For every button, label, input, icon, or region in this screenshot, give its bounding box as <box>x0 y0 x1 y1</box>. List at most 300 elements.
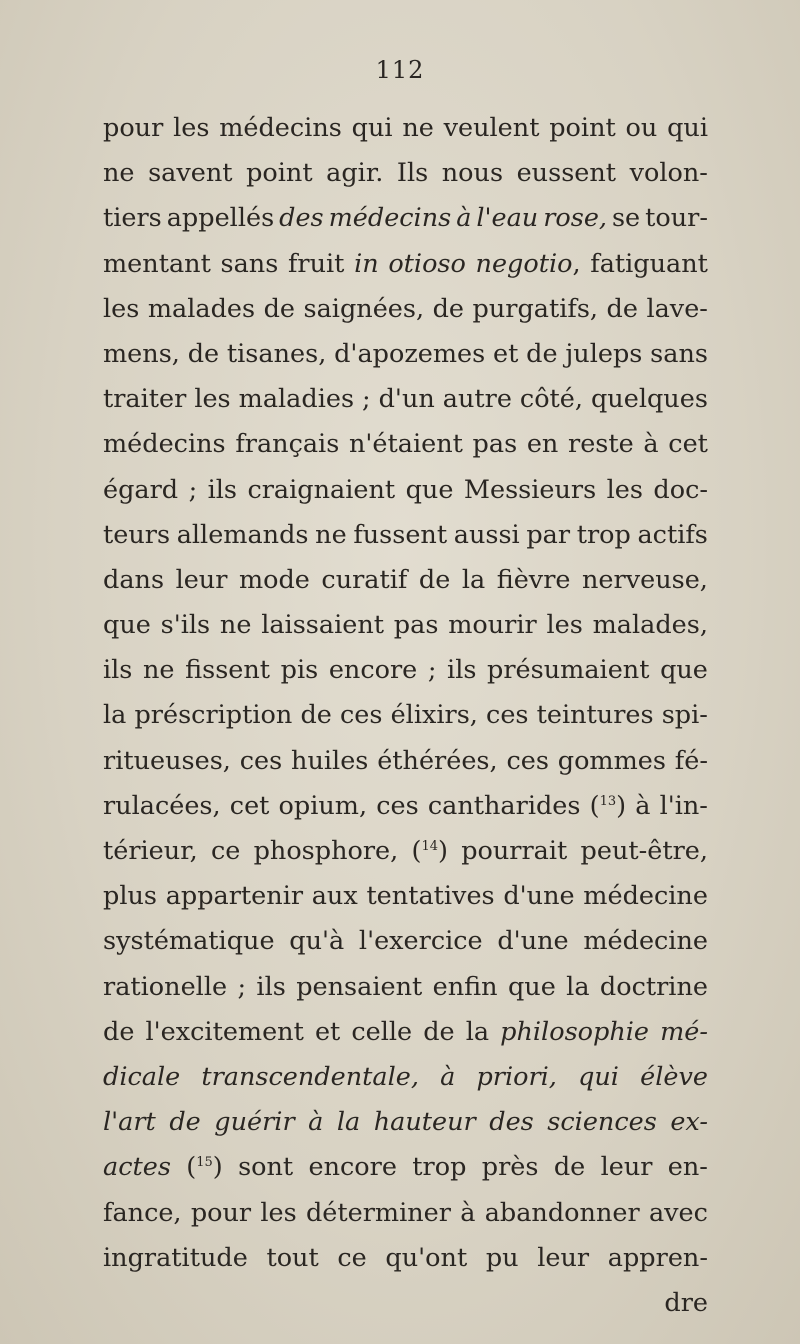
word <box>637 513 707 558</box>
word <box>239 558 310 603</box>
roman-text: médecine <box>583 881 708 912</box>
word <box>337 1100 360 1145</box>
roman-text: ne <box>402 113 434 143</box>
word <box>376 784 418 829</box>
roman-text: ils <box>256 971 286 1002</box>
word <box>554 1145 585 1190</box>
word <box>578 1055 619 1100</box>
word <box>176 558 228 603</box>
word <box>340 693 382 738</box>
word <box>103 287 139 332</box>
word <box>103 693 126 738</box>
roman-text: que <box>660 655 708 686</box>
word <box>447 648 476 693</box>
word <box>201 1055 419 1100</box>
word <box>146 1010 304 1055</box>
word <box>402 106 434 151</box>
roman-text: tout <box>266 1242 319 1273</box>
word <box>406 468 454 513</box>
roman-text: ; <box>188 474 198 505</box>
body-text <box>103 106 708 1326</box>
roman-text: ; <box>237 971 247 1002</box>
text-line <box>103 919 708 964</box>
roman-text: fé- <box>674 745 708 776</box>
word <box>238 1145 293 1190</box>
roman-text: rationelle <box>103 971 228 1002</box>
text-line <box>103 829 708 874</box>
word <box>264 287 295 332</box>
word <box>527 422 559 467</box>
italic-text: philosophie <box>500 1016 649 1047</box>
word <box>667 106 708 151</box>
roman-text: nerveuse, <box>582 564 708 595</box>
roman-text: ils <box>103 655 133 686</box>
roman-text: ritueuses, <box>103 745 231 776</box>
roman-text: de <box>423 1016 455 1047</box>
word <box>497 919 568 964</box>
roman-text: fissent <box>185 655 271 686</box>
word <box>103 1236 248 1281</box>
word <box>103 829 198 874</box>
roman-text: cet <box>229 790 270 821</box>
roman-text: les <box>194 384 231 415</box>
footnote-ref: 15 <box>196 1155 213 1171</box>
roman-text: doctrine <box>599 971 708 1002</box>
roman-text: médecins <box>219 113 342 143</box>
word <box>359 919 483 964</box>
word <box>103 1100 156 1145</box>
word <box>237 965 246 1010</box>
roman-text: qu'à <box>289 926 345 957</box>
word <box>640 1055 708 1100</box>
word <box>326 151 383 196</box>
word <box>230 784 270 829</box>
text-line <box>103 242 708 287</box>
word <box>630 151 708 196</box>
italic-text: in <box>354 248 379 279</box>
word <box>385 1236 467 1281</box>
word <box>312 874 358 919</box>
footnote-ref: 13 <box>599 793 617 809</box>
word <box>352 106 393 151</box>
roman-text: maladies <box>238 384 355 415</box>
word <box>173 106 209 151</box>
word <box>103 468 178 513</box>
roman-text: élixirs, <box>390 700 478 731</box>
roman-text: mourir <box>448 610 537 641</box>
word <box>487 648 649 693</box>
roman-text: la <box>465 1016 490 1047</box>
roman-text: huiles <box>291 745 369 776</box>
word <box>296 965 422 1010</box>
italic-text: médecins <box>328 203 452 234</box>
roman-text: actifs <box>637 519 708 550</box>
text-line <box>103 1236 708 1281</box>
word <box>220 242 278 287</box>
roman-text: nous <box>441 158 504 189</box>
word <box>166 874 303 919</box>
italic-text: l'eau <box>476 203 539 234</box>
word <box>581 829 708 874</box>
word <box>103 196 162 241</box>
word <box>583 919 708 964</box>
word <box>646 287 707 332</box>
word <box>412 829 448 874</box>
word <box>379 377 435 422</box>
roman-text: fièvre <box>496 564 571 595</box>
word <box>476 1055 556 1100</box>
italic-text: l'art <box>103 1107 156 1138</box>
word <box>315 513 347 558</box>
roman-text: l'in- <box>659 790 708 821</box>
roman-text: doc- <box>653 474 708 505</box>
roman-text: reste <box>568 429 634 460</box>
word <box>103 332 180 377</box>
word <box>194 377 230 422</box>
roman-text: dre <box>664 1287 708 1318</box>
roman-text: de <box>553 1152 586 1183</box>
italic-text: priori, <box>476 1061 557 1092</box>
roman-text: les <box>606 474 643 505</box>
roman-text: ne <box>143 655 175 686</box>
roman-text: qui <box>667 113 708 143</box>
word <box>486 1236 519 1281</box>
roman-text: éthérées, <box>377 745 498 776</box>
word <box>188 332 219 377</box>
word <box>601 1145 653 1190</box>
word <box>635 784 650 829</box>
word <box>591 377 708 422</box>
roman-text: appartenir <box>165 881 304 912</box>
word <box>456 196 471 241</box>
word <box>103 558 164 603</box>
word <box>660 784 708 829</box>
roman-text: la <box>103 700 127 731</box>
roman-text: teurs <box>103 519 171 550</box>
roman-text: systématique <box>103 926 275 957</box>
word <box>600 965 708 1010</box>
word <box>254 829 399 874</box>
roman-text: médecins <box>103 429 226 460</box>
word <box>240 739 282 784</box>
roman-text: malades, <box>592 610 708 641</box>
roman-text: encore <box>308 1152 397 1183</box>
word <box>308 1100 323 1145</box>
roman-text: leur <box>600 1152 653 1183</box>
roman-text: quelques <box>590 384 708 415</box>
word <box>219 106 342 151</box>
roman-text: près <box>481 1152 539 1183</box>
word <box>582 558 708 603</box>
roman-text: aussi <box>453 519 520 550</box>
text-line <box>103 784 708 829</box>
word <box>279 784 368 829</box>
word <box>161 603 211 648</box>
italic-text: ex- <box>670 1107 708 1138</box>
word <box>397 151 428 196</box>
roman-text: les <box>260 1197 297 1228</box>
word <box>227 332 326 377</box>
italic-text: élève <box>640 1061 708 1092</box>
roman-text: plus <box>103 881 157 912</box>
roman-text: purgatifs, <box>472 293 599 324</box>
text-line <box>103 1100 708 1145</box>
roman-text: leur <box>537 1242 590 1273</box>
roman-text: que <box>405 474 454 505</box>
roman-text: ) <box>438 836 448 866</box>
text-line <box>103 287 708 332</box>
roman-text: que <box>103 610 151 641</box>
roman-text: sans <box>220 248 279 279</box>
word <box>315 1010 340 1055</box>
word <box>103 1010 134 1055</box>
roman-text: ne <box>219 610 252 641</box>
italic-text: qui <box>578 1061 619 1092</box>
roman-text: à <box>635 790 651 821</box>
roman-text: à <box>643 429 659 460</box>
roman-text: se <box>611 203 641 234</box>
roman-text: d'une <box>503 881 575 912</box>
roman-text: ; <box>362 384 371 415</box>
word <box>670 1100 708 1145</box>
roman-text: peut-être, <box>580 836 708 866</box>
word <box>444 106 540 151</box>
word <box>103 151 135 196</box>
word <box>103 648 132 693</box>
word <box>103 739 231 784</box>
roman-text: de <box>263 293 296 324</box>
word <box>354 242 379 287</box>
word <box>660 648 708 693</box>
roman-text: médecine <box>583 926 708 957</box>
roman-text: enfin <box>432 971 498 1002</box>
text-line <box>103 1191 708 1236</box>
word <box>493 332 518 377</box>
text-line <box>103 693 708 738</box>
roman-text: ingratitude <box>103 1242 248 1273</box>
roman-text: eussent <box>516 158 617 189</box>
footnote-ref: 14 <box>421 839 438 854</box>
word <box>566 965 589 1010</box>
roman-text: ) <box>212 1152 223 1183</box>
roman-text: point <box>549 113 616 143</box>
word <box>103 242 211 287</box>
roman-text: sont <box>238 1152 294 1183</box>
roman-text: savent <box>148 158 233 189</box>
word <box>353 513 447 558</box>
word <box>103 965 227 1010</box>
word <box>568 422 634 467</box>
word <box>549 106 616 151</box>
word <box>103 874 157 919</box>
word <box>374 1100 476 1145</box>
roman-text: de <box>432 293 465 324</box>
roman-text: rulacées, <box>103 790 221 821</box>
italic-text: sciences <box>547 1107 657 1138</box>
word <box>103 603 151 648</box>
italic-text: des <box>279 203 324 234</box>
text-line <box>103 603 708 648</box>
word <box>547 1100 657 1145</box>
word <box>321 558 407 603</box>
word <box>266 1236 318 1281</box>
roman-text: laissaient <box>261 610 385 641</box>
roman-text: déterminer <box>305 1197 451 1228</box>
roman-text: de <box>103 1016 135 1047</box>
word <box>134 693 292 738</box>
roman-text: ils <box>447 655 477 686</box>
word <box>428 648 437 693</box>
word <box>506 739 548 784</box>
italic-text: otioso <box>388 248 466 279</box>
word <box>653 468 708 513</box>
roman-text: autre <box>442 384 512 415</box>
text-line <box>103 106 708 151</box>
word <box>103 919 275 964</box>
roman-text: d'un <box>378 384 435 415</box>
word <box>650 332 708 377</box>
roman-text: ( <box>589 790 600 821</box>
roman-text: ils <box>207 474 238 505</box>
roman-text: de <box>606 293 638 324</box>
word <box>388 242 466 287</box>
italic-text: hauteur <box>373 1107 476 1138</box>
italic-text: des <box>489 1107 534 1138</box>
word <box>334 332 485 377</box>
word <box>103 513 170 558</box>
roman-text: fatiguant <box>590 248 708 279</box>
roman-text: tentatives <box>366 881 495 912</box>
roman-text: les <box>173 113 210 143</box>
roman-text: ne <box>103 158 135 189</box>
word <box>649 1191 708 1236</box>
word <box>391 693 478 738</box>
italic-text: actes <box>103 1152 171 1183</box>
roman-text: encore <box>328 655 418 686</box>
roman-text: tour- <box>645 203 708 234</box>
word <box>668 1145 708 1190</box>
roman-text: ces <box>486 700 529 731</box>
roman-text: ( <box>186 1152 197 1183</box>
roman-text: cet <box>668 429 708 460</box>
word <box>593 603 708 648</box>
roman-text: s'ils <box>160 610 211 641</box>
roman-text: pu <box>485 1242 519 1273</box>
roman-text: pour <box>190 1197 252 1228</box>
roman-text: mode <box>238 564 310 595</box>
word <box>103 1145 171 1190</box>
word <box>279 196 324 241</box>
roman-text: ou <box>625 113 658 143</box>
roman-text: l'exercice <box>358 926 483 957</box>
word <box>503 874 574 919</box>
roman-text: n'étaient <box>348 429 463 460</box>
word <box>235 422 339 467</box>
word <box>103 106 163 151</box>
word <box>377 739 497 784</box>
roman-text: trop <box>576 519 631 550</box>
word <box>306 1191 451 1236</box>
word <box>662 693 708 738</box>
roman-text: en- <box>667 1152 708 1183</box>
roman-text: et <box>314 1016 341 1047</box>
word <box>607 468 643 513</box>
roman-text: traiter <box>103 384 187 415</box>
italic-text: transcendentale, <box>201 1061 419 1092</box>
roman-text: mens, <box>103 338 180 369</box>
italic-text: à <box>308 1107 324 1138</box>
roman-text: lave- <box>646 293 708 324</box>
roman-text: préscription <box>134 700 293 731</box>
word <box>103 377 186 422</box>
word <box>143 648 175 693</box>
page-number: 112 <box>375 56 425 84</box>
roman-text: volon- <box>629 158 708 189</box>
roman-text: ; <box>427 655 437 686</box>
text-line <box>103 874 708 919</box>
word <box>433 287 464 332</box>
word <box>583 874 708 919</box>
roman-text: tiers <box>103 203 162 234</box>
roman-text: égard <box>103 474 179 505</box>
word <box>148 287 255 332</box>
word <box>476 242 581 287</box>
word <box>261 603 384 648</box>
word <box>214 1100 294 1145</box>
roman-text: la <box>461 564 486 595</box>
word <box>660 1010 708 1055</box>
word <box>291 739 368 784</box>
word <box>304 287 425 332</box>
word <box>239 377 354 422</box>
roman-text: qui <box>351 113 393 143</box>
word <box>577 513 631 558</box>
text-line <box>103 196 708 241</box>
roman-text: pourrait <box>461 836 568 866</box>
word <box>211 829 240 874</box>
italic-text: dicale <box>103 1061 181 1092</box>
word <box>309 1145 397 1190</box>
word <box>260 1191 296 1236</box>
word <box>329 648 417 693</box>
word <box>500 1010 649 1055</box>
roman-text: fruit <box>287 248 345 279</box>
italic-text: negotio <box>475 248 573 279</box>
roman-text: qu'ont <box>385 1242 468 1273</box>
word <box>185 648 270 693</box>
roman-text: l'excitement <box>145 1016 304 1047</box>
roman-text: pas <box>472 429 518 460</box>
text-line <box>103 965 708 1010</box>
word <box>208 468 237 513</box>
word <box>462 558 485 603</box>
word <box>337 1236 366 1281</box>
word <box>186 1145 222 1190</box>
text-line <box>103 1281 708 1326</box>
word <box>668 422 708 467</box>
roman-text: phosphore, <box>253 836 399 866</box>
text-line <box>103 739 708 784</box>
roman-text: fussent <box>353 519 448 550</box>
roman-text: mentant <box>103 248 211 279</box>
roman-text: pour <box>103 113 164 143</box>
roman-text: à <box>460 1197 476 1228</box>
word <box>103 1055 180 1100</box>
roman-text: fance, <box>103 1197 182 1228</box>
word <box>103 1191 182 1236</box>
roman-text: ne <box>315 519 347 550</box>
text-line <box>103 468 708 513</box>
